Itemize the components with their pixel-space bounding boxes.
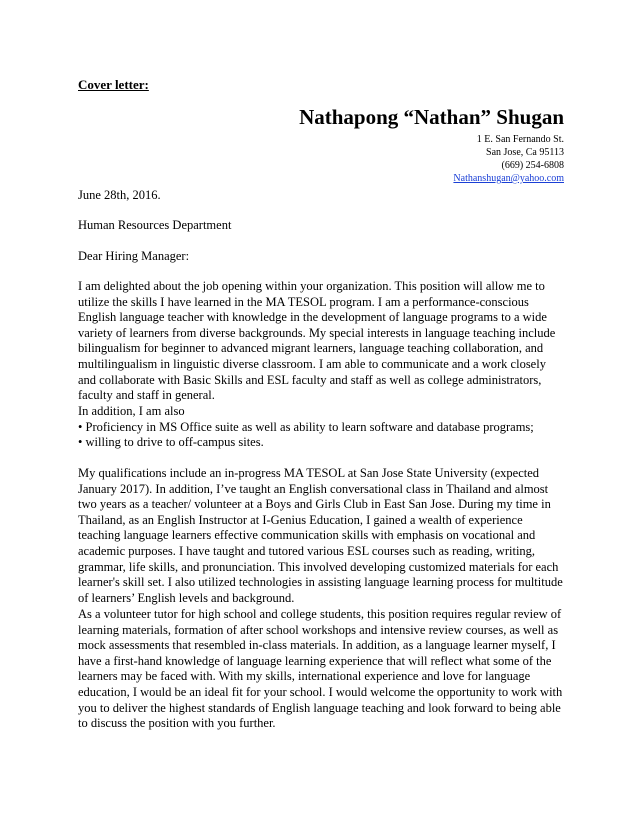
paragraph-line: learner's skill set. I also utilized technologies in assisting language learning process for multitude xyxy=(78,575,563,590)
paragraph-line: learners may be faced with. With my skills, international experience and love for language xyxy=(78,669,531,684)
paragraph-line: In addition, I am also xyxy=(78,404,185,418)
paragraph-line: you to deliver the highest standards of English language teaching and look forward to being able xyxy=(78,700,561,715)
paragraph-line: utilize the skills I have learned in the MA TESOL program. I am a performance-conscious xyxy=(78,294,529,309)
bullet-item: • willing to drive to off-campus sites. xyxy=(78,435,264,450)
sender-email-link[interactable]: Nathanshugan@yahoo.com xyxy=(453,173,564,184)
paragraph-line: to discuss the position with you further. xyxy=(78,716,276,731)
paragraph-line: bilingualism for beginner to advanced migrant learners, language teaching collaboration, and xyxy=(78,341,544,356)
paragraph-line: My qualifications include an in-progress MA TESOL at San Jose State University (expected xyxy=(78,466,540,480)
paragraph-line: Thailand, as an English Instructor at I-Genius Education, I gained a wealth of experience xyxy=(78,512,523,527)
paragraph-line: I am delighted about the job opening within your organization. This position will allow me to xyxy=(78,279,545,293)
paragraph-line: of learners’ English levels and background. xyxy=(78,590,295,605)
sender-name: Nathapong “Nathan” Shugan xyxy=(299,105,564,129)
recipient-department: Human Resources Department xyxy=(78,218,232,232)
document-heading: Cover letter: xyxy=(78,77,149,92)
salutation: Dear Hiring Manager: xyxy=(78,249,190,263)
sender-phone: (669) 254-6808 xyxy=(501,160,564,171)
paragraph-intro xyxy=(78,279,568,404)
paragraph-line: variety of learners from diverse backgrounds. My special interests in language teaching include xyxy=(78,325,556,340)
paragraph-line: mock assessments that resembled in-class materials. In addition, as a language learner myself, I xyxy=(78,638,556,653)
paragraph-line: learning materials, formation of after school workshops and intensive review courses, as well as xyxy=(78,622,559,637)
paragraph-line: have a first-hand knowledge of language learning experience that will reflect what some of the xyxy=(78,653,552,668)
paragraph-line: and collaborate with Basic Skills and ESL faculty and staff as well as college administrators, xyxy=(78,372,542,387)
paragraph-line: faculty and staff in general. xyxy=(78,388,215,403)
bullet-item: • Proficiency in MS Office suite as well as ability to learn software and database programs; xyxy=(78,419,534,434)
paragraph-line: English language teacher with knowledge in the development of language programs to a wide xyxy=(78,310,547,325)
paragraph-line: academic purposes. I have taught and tutored various ESL courses such as reading, writing, xyxy=(78,543,536,558)
paragraph-line: January 2017). In addition, I’ve taught an English conversational class in Thailand and almost xyxy=(78,481,549,496)
paragraph-line: grammar, life skills, and pronunciation. This involved developing customized materials for each xyxy=(78,559,559,574)
paragraph-skills xyxy=(78,404,568,451)
letter-date: June 28th, 2016. xyxy=(78,188,161,202)
paragraph-line: As a volunteer tutor for high school and college students, this position requires regular review of xyxy=(78,607,562,621)
paragraph-line: education, I would be an ideal fit for your school. I would welcome the opportunity to work with xyxy=(78,684,563,699)
paragraph-qualifications xyxy=(78,466,568,606)
paragraph-closing xyxy=(78,607,568,732)
paragraph-line: two years as a teacher/ volunteer at a Boys and Girls Club in East San Jose. During my time in xyxy=(78,497,551,512)
paragraph-line: multilingualism in linguistic diverse classroom. I am able to communicate and a work closely xyxy=(78,356,546,371)
sender-street: 1 E. San Fernando St. xyxy=(476,134,564,145)
sender-city: San Jose, Ca 95113 xyxy=(486,147,564,158)
sender-header xyxy=(299,104,564,185)
paragraph-line: teaching language learners effective communication skills with emphasis on vocational and xyxy=(78,528,536,543)
